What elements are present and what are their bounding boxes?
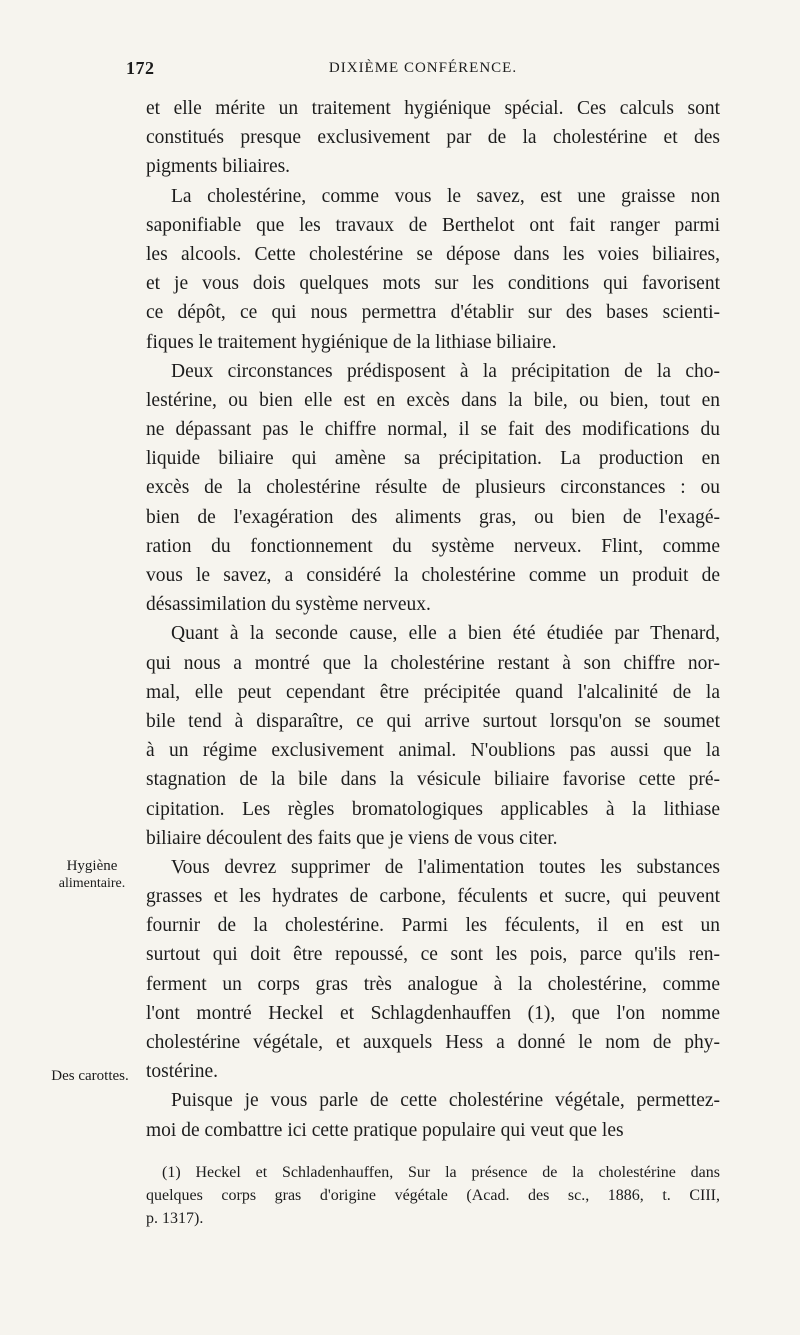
text-line: bien de l'exagération des aliments gras, ou bien de l'exagé-: [146, 506, 720, 528]
text-line: biliaire découlent des faits que je viens de vous citer.: [146, 827, 558, 849]
text-line: cholestérine végétale, et auxquels Hess a donné le nom de phy-: [146, 1032, 720, 1053]
text-line: surtout qui doit être repoussé, ce sont les pois, parce qu'ils ren-: [146, 944, 720, 966]
text-line: ne dépassant pas le chiffre normal, il se fait des modifications du: [146, 419, 720, 441]
text-line: ferment un corps gras très analogue à la cholestérine, comme: [146, 973, 720, 995]
margin-note-line: Hygiène: [66, 858, 118, 874]
text-line: tostérine.: [146, 1061, 219, 1083]
text-line: les alcools. Cette cholestérine se dépose dans les voies biliaires,: [146, 243, 720, 265]
text-line: vous le savez, a considéré la cholestérine comme un produit de: [146, 565, 720, 586]
text-line: stagnation de la bile dans la vésicule biliaire favorise cette pré-: [146, 769, 720, 791]
text-line: liquide biliaire qui amène sa précipitation. La production en: [146, 448, 720, 470]
page-header: [126, 58, 720, 84]
footnotes: [146, 1161, 720, 1230]
margin-note-carottes: [40, 1068, 140, 1085]
margin-note-hygiene: [52, 858, 132, 892]
text-line: Deux circonstances prédisposent à la précipitation de la cho-: [171, 360, 720, 382]
text-line: pigments biliaires.: [146, 156, 291, 178]
text-line: lestérine, ou bien elle est en excès dans la bile, ou bien, tout en: [146, 389, 720, 411]
text-line: ce dépôt, ce qui nous permettra d'établir sur des bases scienti-: [146, 302, 720, 324]
text-line: l'ont montré Heckel et Schlagdenhauffen (1), que l'on nomme: [146, 1002, 720, 1024]
text-line: grasses et les hydrates de carbone, féculents et sucre, qui peuvent: [146, 886, 720, 908]
footnote-line: (1) Heckel et Schladenhauffen, Sur la présence de la cholestérine dans: [162, 1164, 720, 1181]
text-line: désassimilation du système nerveux.: [146, 594, 431, 616]
text-line: Puisque je vous parle de cette cholestérine végétale, permettez-: [171, 1090, 720, 1112]
body-text: [146, 94, 720, 1145]
text-line: saponifiable que les travaux de Berthelot ont fait ranger parmi: [146, 214, 720, 236]
text-line: excès de la cholestérine résulte de plusieurs circonstances : ou: [146, 477, 720, 499]
text-line: qui nous a montré que la cholestérine restant à son chiffre nor-: [146, 652, 720, 674]
text-line: fiques le traitement hygiénique de la lithiase biliaire.: [146, 331, 557, 353]
text-line: à un régime exclusivement animal. N'oublions pas aussi que la: [146, 740, 720, 762]
text-line: bile tend à disparaître, ce qui arrive surtout lorsqu'on se soumet: [146, 710, 720, 732]
running-title: DIXIÈME CONFÉRENCE.: [328, 60, 518, 76]
margin-note-line: Des carottes.: [51, 1068, 129, 1084]
text-line: La cholestérine, comme vous le savez, est une graisse non: [171, 185, 720, 207]
text-line: et je vous dois quelques mots sur les conditions qui favorisent: [146, 273, 720, 295]
text-line: Vous devrez supprimer de l'alimentation toutes les substances: [171, 856, 720, 878]
margin-note-line: alimentaire.: [58, 876, 126, 891]
footnote-line: quelques corps gras d'origine végétale (Acad. des sc., 1886, t. CIII,: [146, 1187, 720, 1204]
text-line: Quant à la seconde cause, elle a bien été étudiée par Thenard,: [171, 623, 720, 645]
text-line: fournir de la cholestérine. Parmi les féculents, il en est un: [146, 915, 720, 937]
text-line: cipitation. Les règles bromatologiques applicables à la lithiase: [146, 798, 720, 820]
text-line: mal, elle peut cependant être précipitée quand l'alcalinité de la: [146, 681, 720, 703]
page-number: 172: [126, 58, 155, 78]
text-line: constitués presque exclusivement par de la cholestérine et des: [146, 127, 720, 149]
text-line: moi de combattre ici cette pratique populaire qui veut que les: [146, 1119, 624, 1141]
text-line: et elle mérite un traitement hygiénique spécial. Ces calculs sont: [146, 98, 720, 119]
text-line: ration du fonctionnement du système nerveux. Flint, comme: [146, 535, 720, 557]
footnote-line: p. 1317).: [146, 1210, 204, 1227]
